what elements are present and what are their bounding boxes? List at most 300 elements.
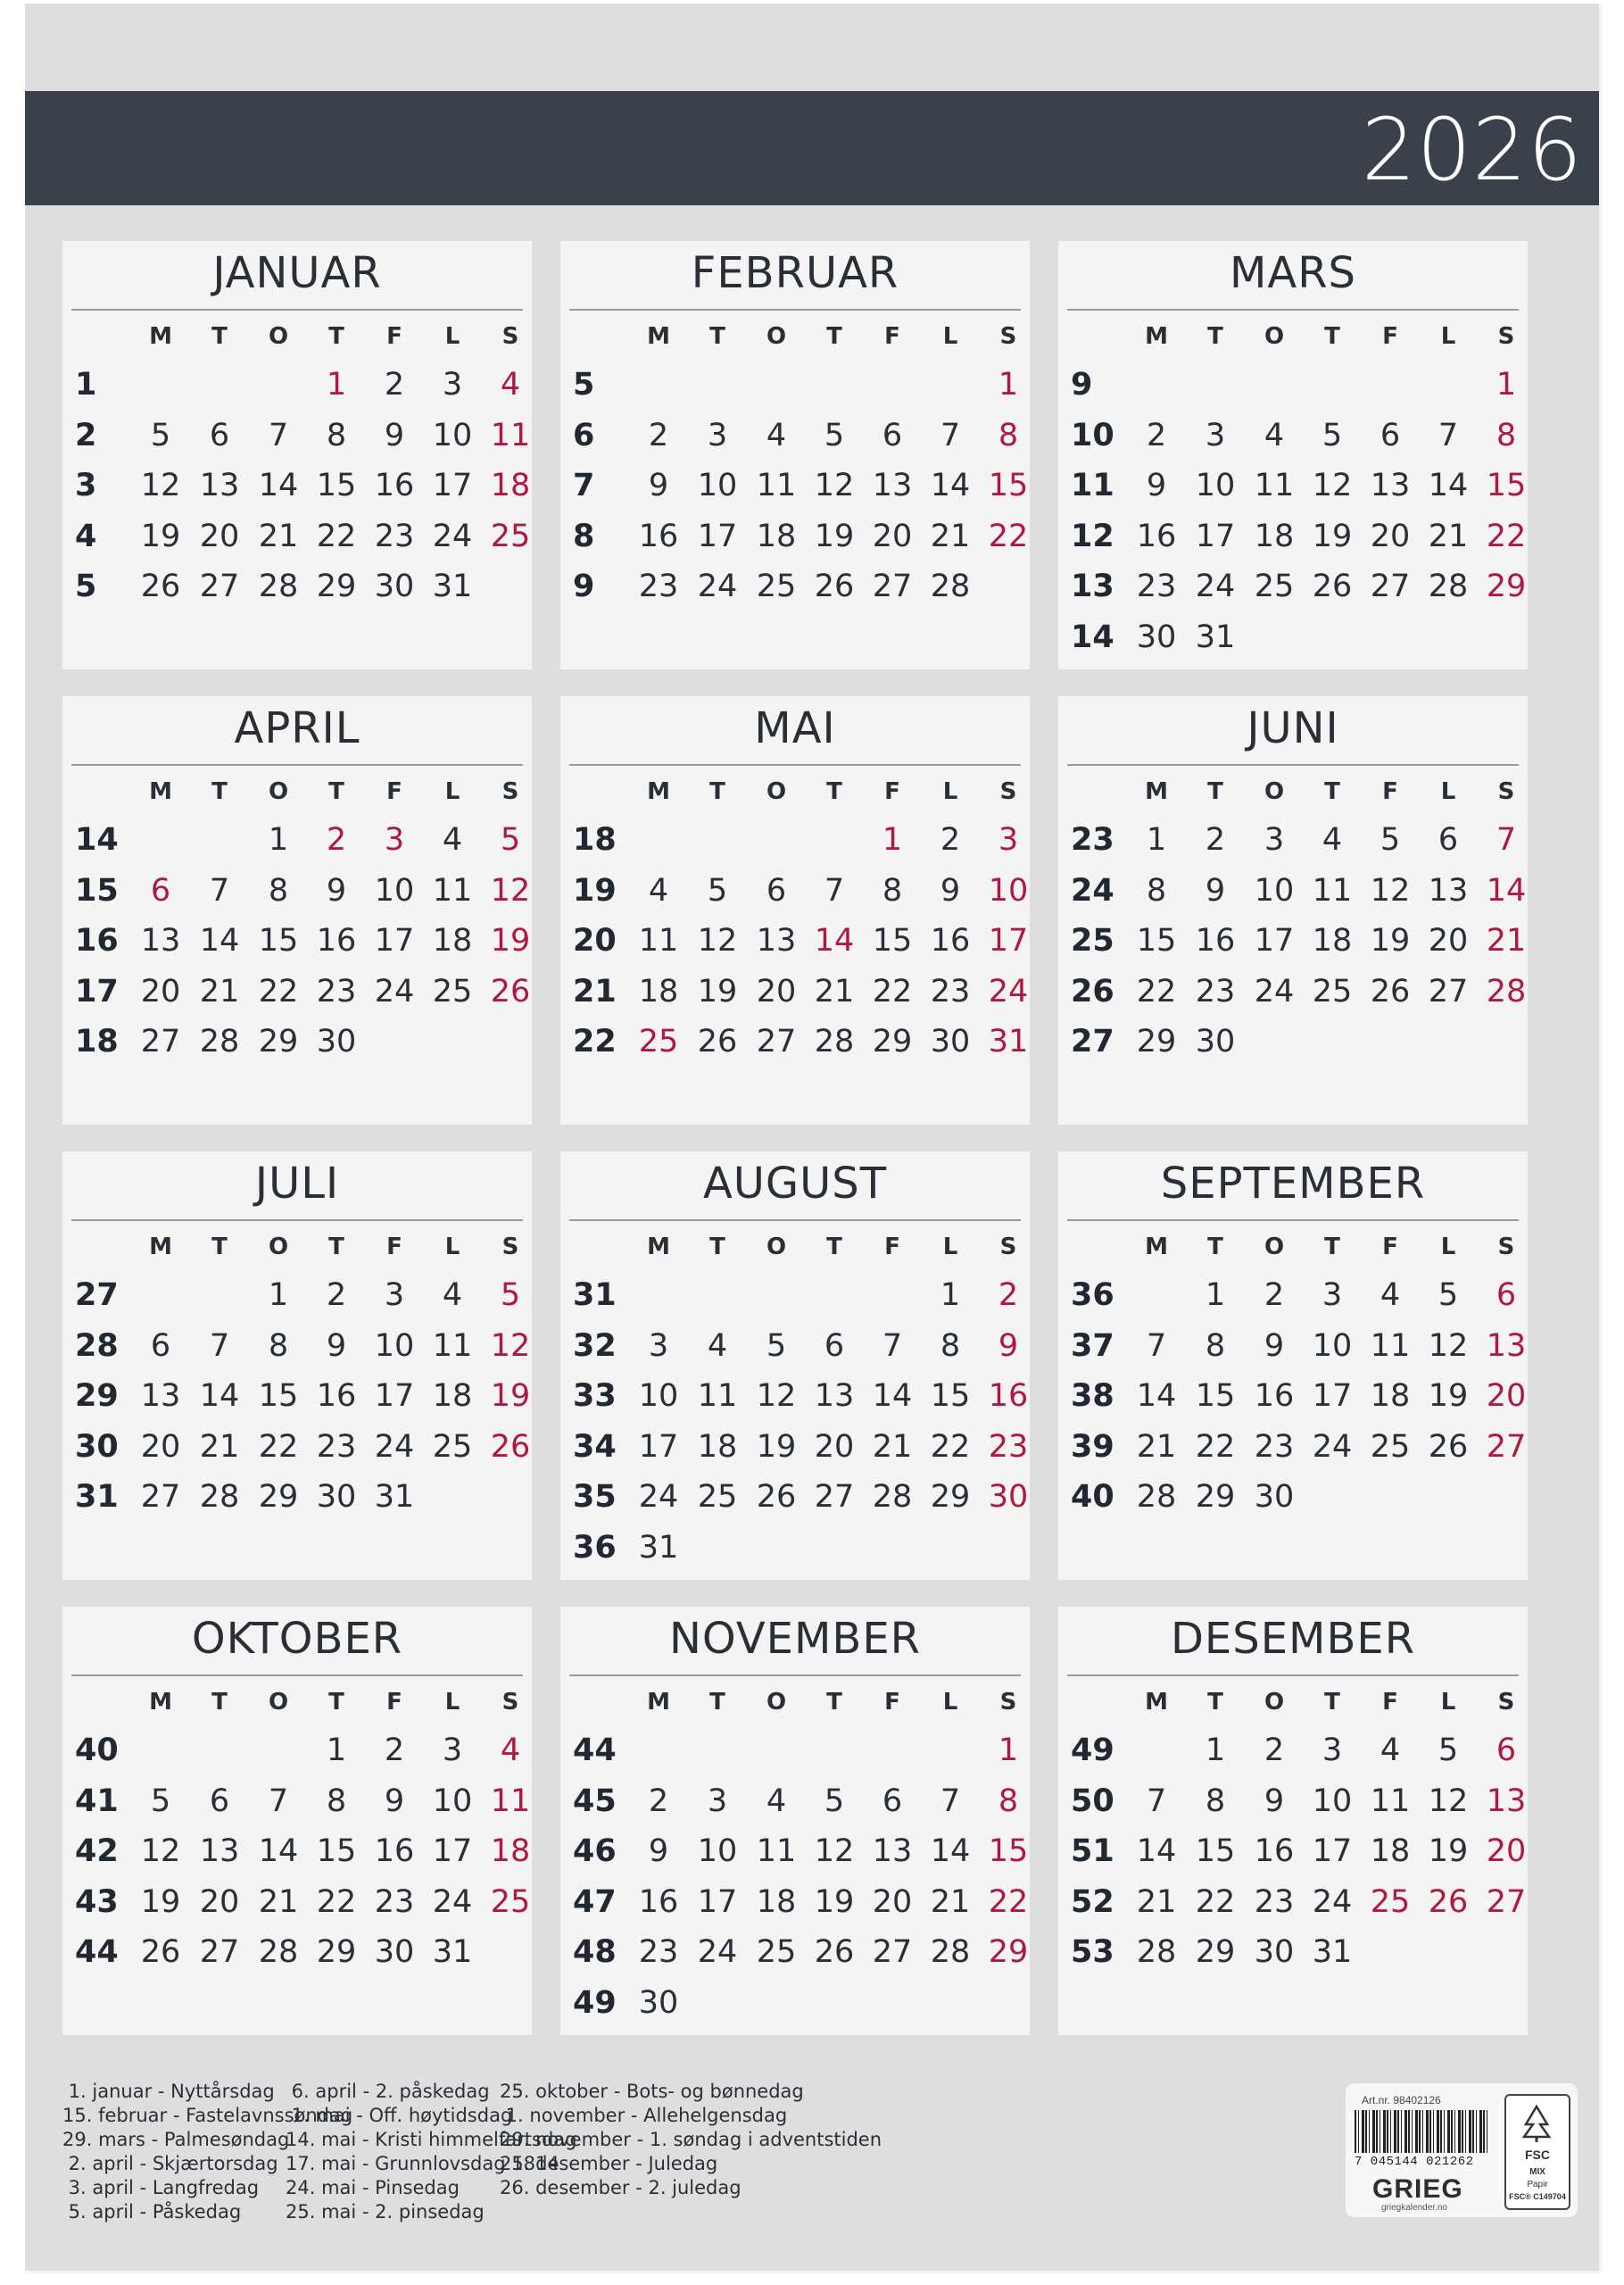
day-cell: 13	[872, 1833, 913, 1869]
day-cell: 2	[648, 417, 669, 453]
day-cell-holiday: 24	[988, 973, 1029, 1010]
weekday-header: O	[766, 323, 787, 350]
day-cell: 29	[1195, 1934, 1236, 1970]
week-number: 9	[1071, 367, 1093, 403]
day-cell: 8	[1146, 872, 1167, 909]
day-cell: 2	[326, 1277, 347, 1313]
week-number: 11	[1071, 468, 1114, 503]
day-cell: 6	[1380, 417, 1401, 453]
weekday-header: M	[1145, 1689, 1168, 1716]
day-cell: 24	[1312, 1428, 1353, 1465]
month-panel-juni	[1058, 696, 1528, 1125]
day-cell: 4	[707, 1327, 728, 1364]
day-cell: 31	[1195, 619, 1236, 655]
day-cell: 9	[940, 872, 961, 909]
holiday-entry: 25. mai - 2. pinsedag	[286, 2201, 485, 2223]
day-cell: 1	[1205, 1277, 1226, 1313]
day-cell-holiday: 4	[500, 1732, 521, 1768]
week-number: 5	[75, 569, 97, 604]
year-header-band	[25, 91, 1599, 205]
day-cell-holiday: 26	[490, 1428, 531, 1465]
day-cell: 22	[930, 1428, 971, 1465]
day-cell: 4	[648, 872, 669, 909]
weekday-header: F	[386, 1689, 402, 1716]
weekday-header: F	[1382, 778, 1398, 805]
day-cell-holiday: 18	[490, 468, 531, 503]
week-number: 37	[1071, 1327, 1114, 1364]
month-title: MAI	[754, 703, 836, 753]
day-cell-holiday: 25	[638, 1024, 679, 1059]
day-cell: 11	[1370, 1327, 1411, 1364]
day-cell-holiday: 10	[988, 872, 1029, 909]
day-cell: 7	[268, 417, 289, 453]
day-cell: 23	[638, 569, 679, 604]
day-cell: 6	[150, 1327, 171, 1364]
weekday-header: L	[942, 1234, 958, 1260]
day-cell: 9	[1264, 1327, 1285, 1364]
day-cell-holiday: 12	[490, 872, 531, 909]
month-title-rule	[71, 1674, 523, 1676]
day-cell: 23	[638, 1934, 679, 1970]
week-number: 30	[75, 1428, 119, 1465]
day-cell-holiday: 26	[490, 973, 531, 1010]
day-cell: 10	[1254, 872, 1295, 909]
holiday-list-col-3	[500, 2080, 882, 2200]
day-cell: 28	[199, 1479, 240, 1515]
holiday-entry: 24. mai - Pinsedag	[286, 2177, 460, 2198]
weekday-header: T	[1207, 323, 1223, 350]
week-number: 36	[573, 1529, 617, 1566]
holiday-entry: 1. januar - Nyttårsdag	[62, 2081, 275, 2102]
week-number: 35	[573, 1479, 617, 1515]
month-title-rule	[71, 764, 523, 766]
weekday-header: T	[826, 1689, 842, 1716]
day-cell: 29	[316, 1934, 357, 1970]
day-cell: 20	[140, 973, 181, 1010]
weekday-header: F	[884, 323, 900, 350]
day-cell: 9	[1146, 468, 1167, 503]
weekday-header: T	[826, 778, 842, 805]
day-cell-holiday: 1	[326, 367, 347, 403]
day-cell: 19	[697, 973, 738, 1010]
day-cell: 21	[1428, 518, 1469, 554]
day-cell: 5	[707, 872, 728, 909]
month-title: AUGUST	[702, 1159, 888, 1209]
weekday-header: T	[1324, 1234, 1340, 1260]
day-cell: 5	[1438, 1732, 1459, 1768]
day-cell: 28	[930, 569, 971, 604]
day-cell: 11	[1254, 468, 1295, 503]
day-cell: 13	[756, 923, 797, 959]
month-panel-desember	[1058, 1607, 1528, 2035]
day-cell-holiday: 3	[998, 822, 1019, 858]
fsc-certification	[1504, 2094, 1570, 2210]
week-number: 22	[573, 1024, 617, 1059]
weekday-header: M	[1145, 1234, 1168, 1260]
day-cell: 31	[432, 1934, 473, 1970]
day-cell: 23	[1254, 1428, 1295, 1465]
weekday-header: F	[1382, 323, 1398, 350]
holiday-entry: 25. desember - Juledag	[500, 2153, 718, 2174]
day-cell: 14	[1136, 1378, 1177, 1414]
weekday-header: M	[647, 778, 670, 805]
day-cell-holiday: 1	[1496, 367, 1517, 403]
day-cell: 30	[1254, 1479, 1295, 1515]
day-cell: 1	[326, 1732, 347, 1768]
day-cell: 31	[432, 569, 473, 604]
week-number: 41	[75, 1782, 119, 1819]
day-cell: 22	[316, 1883, 357, 1920]
week-number: 53	[1071, 1934, 1114, 1970]
day-cell: 11	[638, 923, 679, 959]
day-cell-holiday: 30	[988, 1479, 1029, 1515]
week-number: 31	[573, 1277, 617, 1313]
day-cell: 4	[442, 822, 463, 858]
day-cell: 24	[432, 1883, 473, 1920]
day-cell: 11	[1312, 872, 1353, 909]
weekday-header: S	[501, 323, 519, 350]
day-cell-holiday: 4	[500, 367, 521, 403]
week-number: 46	[573, 1833, 617, 1869]
day-cell-holiday: 8	[1496, 417, 1517, 453]
day-cell: 19	[140, 518, 181, 554]
day-cell: 27	[1428, 973, 1469, 1010]
day-cell: 17	[374, 1378, 415, 1414]
day-cell: 4	[766, 1782, 787, 1819]
day-cell: 21	[814, 973, 855, 1010]
weekday-header: S	[501, 1689, 519, 1716]
day-cell: 25	[1254, 569, 1295, 604]
day-cell: 29	[1136, 1024, 1177, 1059]
month-title-rule	[1067, 1219, 1519, 1221]
day-cell: 12	[697, 923, 738, 959]
holiday-entry: 1. november - Allehelgensdag	[500, 2105, 788, 2126]
holiday-entry: 2. april - Skjærtorsdag	[62, 2153, 278, 2174]
weekday-header: T	[328, 323, 344, 350]
day-cell: 5	[1380, 822, 1401, 858]
day-cell: 26	[697, 1024, 738, 1059]
day-cell: 5	[824, 417, 845, 453]
day-cell: 14	[930, 1833, 971, 1869]
day-cell: 3	[1322, 1277, 1343, 1313]
day-cell: 6	[766, 872, 787, 909]
day-cell-holiday: 25	[490, 1883, 531, 1920]
day-cell-holiday: 2	[998, 1277, 1019, 1313]
week-number: 29	[75, 1378, 119, 1414]
day-cell: 26	[1370, 973, 1411, 1010]
day-cell: 25	[756, 569, 797, 604]
day-cell: 2	[940, 822, 961, 858]
holiday-entry: 3. april - Langfredag	[62, 2177, 260, 2198]
weekday-header: F	[386, 778, 402, 805]
day-cell-holiday: 5	[500, 1277, 521, 1313]
day-cell: 28	[1136, 1934, 1177, 1970]
day-cell: 8	[1205, 1782, 1226, 1819]
brand-url: griegkalender.no	[1381, 2203, 1447, 2213]
day-cell: 3	[442, 367, 463, 403]
month-panel-februar	[560, 241, 1030, 669]
day-cell: 24	[697, 569, 738, 604]
weekday-header: T	[211, 1689, 228, 1716]
day-cell: 28	[199, 1024, 240, 1059]
day-cell: 11	[1370, 1782, 1411, 1819]
week-number: 49	[1071, 1732, 1114, 1768]
day-cell: 11	[697, 1378, 738, 1414]
weekday-header: F	[884, 1234, 900, 1260]
day-cell: 20	[199, 1883, 240, 1920]
day-cell: 14	[258, 468, 299, 503]
day-cell-holiday: 16	[988, 1378, 1029, 1414]
week-number: 49	[573, 1984, 617, 2021]
day-cell: 27	[1370, 569, 1411, 604]
day-cell: 22	[258, 973, 299, 1010]
day-cell: 8	[326, 1782, 347, 1819]
day-cell: 8	[326, 417, 347, 453]
day-cell: 14	[199, 1378, 240, 1414]
day-cell: 23	[374, 1883, 415, 1920]
day-cell: 15	[1136, 923, 1177, 959]
day-cell: 9	[648, 468, 669, 503]
holiday-entry: 5. april - Påskedag	[62, 2201, 242, 2223]
fsc-paper-label: Papir	[1527, 2180, 1548, 2189]
weekday-header: T	[709, 1234, 725, 1260]
day-cell: 7	[1438, 417, 1459, 453]
day-cell: 2	[1205, 822, 1226, 858]
day-cell: 19	[140, 1883, 181, 1920]
day-cell: 4	[1322, 822, 1343, 858]
day-cell: 20	[872, 1883, 913, 1920]
day-cell: 17	[697, 518, 738, 554]
day-cell: 13	[1428, 872, 1469, 909]
day-cell: 25	[756, 1934, 797, 1970]
week-number: 17	[75, 973, 119, 1010]
weekday-header: L	[444, 323, 460, 350]
day-cell: 11	[756, 1833, 797, 1869]
day-cell-holiday: 5	[500, 822, 521, 858]
day-cell: 10	[1312, 1327, 1353, 1364]
day-cell: 27	[814, 1479, 855, 1515]
day-cell: 24	[374, 1428, 415, 1465]
day-cell: 10	[374, 872, 415, 909]
day-cell: 16	[316, 923, 357, 959]
month-title-rule	[1067, 309, 1519, 311]
week-number: 31	[75, 1479, 119, 1515]
day-cell: 27	[199, 569, 240, 604]
day-cell: 30	[638, 1984, 679, 2021]
month-title: APRIL	[234, 703, 360, 753]
day-cell: 27	[140, 1024, 181, 1059]
day-cell: 7	[268, 1782, 289, 1819]
day-cell: 12	[1428, 1782, 1469, 1819]
week-number: 20	[573, 923, 617, 959]
day-cell: 15	[316, 1833, 357, 1869]
day-cell: 5	[1322, 417, 1343, 453]
day-cell: 25	[1312, 973, 1353, 1010]
day-cell: 21	[258, 518, 299, 554]
week-number: 33	[573, 1378, 617, 1414]
day-cell-holiday: 27	[1486, 1883, 1527, 1920]
holiday-entry: 17. mai - Grunnlovsdag 1814	[286, 2153, 559, 2174]
holiday-entry: 6. april - 2. påskedag	[286, 2081, 490, 2102]
day-cell: 30	[374, 569, 415, 604]
day-cell: 3	[648, 1327, 669, 1364]
day-cell: 5	[150, 417, 171, 453]
weekday-header: L	[1440, 323, 1456, 350]
week-number: 32	[573, 1327, 617, 1364]
day-cell: 18	[1370, 1378, 1411, 1414]
day-cell: 28	[1428, 569, 1469, 604]
day-cell: 11	[432, 1327, 473, 1364]
weekday-header: S	[1497, 778, 1515, 805]
day-cell: 20	[1428, 923, 1469, 959]
day-cell-holiday: 25	[490, 518, 531, 554]
day-cell: 15	[258, 1378, 299, 1414]
day-cell: 24	[1195, 569, 1236, 604]
day-cell-holiday: 1	[998, 367, 1019, 403]
day-cell-holiday: 11	[490, 417, 531, 453]
month-title-rule	[569, 1219, 1021, 1221]
day-cell: 23	[1136, 569, 1177, 604]
weekday-header: T	[709, 778, 725, 805]
week-number: 27	[75, 1277, 119, 1313]
week-number: 5	[573, 367, 595, 403]
weekday-header: S	[999, 323, 1017, 350]
day-cell: 21	[199, 1428, 240, 1465]
product-badge	[1346, 2083, 1578, 2217]
week-number: 12	[1071, 518, 1114, 554]
day-cell: 13	[199, 468, 240, 503]
week-number: 43	[75, 1883, 119, 1920]
day-cell: 8	[882, 872, 903, 909]
week-number: 26	[1071, 973, 1114, 1010]
article-number: Art.nr. 98402126	[1362, 2094, 1441, 2106]
weekday-header: T	[1207, 1234, 1223, 1260]
day-cell: 9	[326, 872, 347, 909]
day-cell-holiday: 15	[988, 1833, 1029, 1869]
day-cell: 27	[872, 569, 913, 604]
day-cell: 7	[1146, 1327, 1167, 1364]
day-cell: 30	[1254, 1934, 1295, 1970]
month-panel-august	[560, 1151, 1030, 1580]
day-cell: 21	[1136, 1428, 1177, 1465]
weekday-header: F	[1382, 1689, 1398, 1716]
day-cell: 19	[1312, 518, 1353, 554]
month-title: JUNI	[1247, 703, 1339, 753]
day-cell: 30	[374, 1934, 415, 1970]
day-cell: 12	[1370, 872, 1411, 909]
day-cell: 8	[940, 1327, 961, 1364]
day-cell: 26	[1428, 1428, 1469, 1465]
day-cell: 19	[814, 1883, 855, 1920]
day-cell: 3	[1264, 822, 1285, 858]
year-title: 2026	[1361, 100, 1583, 200]
week-number: 23	[1071, 822, 1114, 858]
weekday-header: S	[501, 778, 519, 805]
week-number: 3	[75, 468, 97, 503]
week-number: 42	[75, 1833, 119, 1869]
day-cell-holiday: 29	[988, 1934, 1029, 1970]
weekday-header: T	[1324, 323, 1340, 350]
weekday-header: T	[826, 1234, 842, 1260]
week-number: 2	[75, 417, 97, 453]
weekday-header: O	[766, 1689, 787, 1716]
day-cell-holiday: 6	[150, 872, 171, 909]
day-cell: 30	[316, 1479, 357, 1515]
weekday-header: S	[1497, 323, 1515, 350]
day-cell: 19	[814, 518, 855, 554]
weekday-header: S	[999, 778, 1017, 805]
day-cell: 24	[432, 518, 473, 554]
day-cell-holiday: 8	[998, 1782, 1019, 1819]
day-cell: 13	[140, 1378, 181, 1414]
week-number: 16	[75, 923, 119, 959]
week-number: 27	[1071, 1024, 1114, 1059]
week-number: 48	[573, 1934, 617, 1970]
weekday-header: F	[386, 1234, 402, 1260]
weekday-header: T	[1324, 778, 1340, 805]
day-cell: 2	[1264, 1732, 1285, 1768]
day-cell: 25	[1370, 1428, 1411, 1465]
barcode-icon	[1355, 2110, 1490, 2153]
holiday-entry: 25. oktober - Bots- og bønnedag	[500, 2081, 804, 2102]
fsc-logo-text: FSC	[1525, 2148, 1550, 2162]
day-cell: 23	[374, 518, 415, 554]
day-cell: 2	[384, 1732, 405, 1768]
month-panel-januar	[62, 241, 532, 669]
weekday-header: L	[1440, 1234, 1456, 1260]
day-cell: 12	[814, 1833, 855, 1869]
day-cell: 7	[209, 1327, 230, 1364]
day-cell: 31	[1312, 1934, 1353, 1970]
week-number: 47	[573, 1883, 617, 1920]
day-cell: 5	[766, 1327, 787, 1364]
day-cell: 27	[199, 1934, 240, 1970]
day-cell: 18	[697, 1428, 738, 1465]
week-number: 24	[1071, 872, 1114, 909]
day-cell: 28	[872, 1479, 913, 1515]
day-cell: 21	[930, 518, 971, 554]
day-cell: 26	[1312, 569, 1353, 604]
day-cell: 13	[140, 923, 181, 959]
day-cell-holiday: 27	[1486, 1428, 1527, 1465]
day-cell: 18	[1370, 1833, 1411, 1869]
week-number: 25	[1071, 923, 1114, 959]
day-cell: 7	[940, 1782, 961, 1819]
day-cell: 3	[707, 417, 728, 453]
day-cell: 16	[1136, 518, 1177, 554]
week-number: 15	[75, 872, 119, 909]
weekday-header: L	[444, 778, 460, 805]
weekday-header: M	[1145, 323, 1168, 350]
holiday-entry: 14. mai - Kristi himmelfartsdag	[286, 2129, 577, 2150]
weekday-header: L	[942, 1689, 958, 1716]
day-cell: 2	[1264, 1277, 1285, 1313]
day-cell: 7	[1146, 1782, 1167, 1819]
day-cell: 18	[432, 1378, 473, 1414]
day-cell: 10	[697, 1833, 738, 1869]
day-cell: 19	[1370, 923, 1411, 959]
day-cell: 10	[432, 417, 473, 453]
day-cell: 8	[1205, 1327, 1226, 1364]
weekday-header: O	[268, 1234, 289, 1260]
day-cell: 15	[258, 923, 299, 959]
day-cell: 21	[930, 1883, 971, 1920]
weekday-header: O	[1264, 778, 1285, 805]
day-cell: 5	[824, 1782, 845, 1819]
day-cell: 15	[930, 1378, 971, 1414]
week-number: 40	[1071, 1479, 1114, 1515]
day-cell-holiday: 8	[998, 417, 1019, 453]
